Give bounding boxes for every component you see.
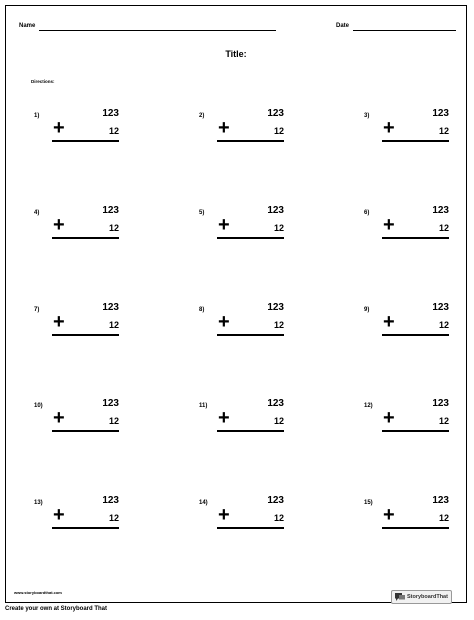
problem-number: 6) [364,210,370,216]
plus-sign: + [218,117,230,139]
problem-4 [34,205,119,245]
addend-bottom: 12 [438,223,449,233]
problem-6 [364,205,449,245]
addend-top: 123 [102,398,119,409]
problem-number: 4) [34,210,40,216]
problem-12 [364,398,449,438]
problem-number: 5) [199,210,205,216]
addend-top: 123 [102,302,119,313]
date-label: Date [336,23,350,29]
addend-bottom: 12 [108,416,119,426]
page-caption: Create your own at Storyboard That [5,606,108,612]
problem-15 [364,495,449,535]
problem-number: 2) [199,113,205,119]
addend-bottom: 12 [273,513,284,523]
problem-number: 9) [364,307,370,313]
problem-number: 1) [34,113,40,119]
addend-bottom: 12 [108,320,119,330]
addend-top: 123 [432,205,449,216]
answer-line [52,237,119,239]
problem-number: 7) [34,307,40,313]
addend-top: 123 [102,205,119,216]
answer-line [382,430,449,432]
name-line [39,30,276,31]
answer-line [217,140,284,142]
problem-13 [34,495,119,535]
problem-11 [199,398,284,438]
addend-top: 123 [267,398,284,409]
addend-bottom: 12 [438,320,449,330]
answer-line [382,140,449,142]
addend-top: 123 [267,205,284,216]
problem-number: 12) [364,403,373,409]
problem-number: 11) [199,403,208,409]
addend-bottom: 12 [108,223,119,233]
answer-line [382,237,449,239]
answer-line [52,140,119,142]
addend-top: 123 [432,495,449,506]
plus-sign: + [383,214,395,236]
date-line [353,30,456,31]
addend-bottom: 12 [438,126,449,136]
addend-top: 123 [432,302,449,313]
addend-bottom: 12 [273,126,284,136]
addend-bottom: 12 [108,126,119,136]
problem-5 [199,205,284,245]
answer-line [217,527,284,529]
name-label: Name [19,23,36,29]
addend-top: 123 [267,302,284,313]
problem-3 [364,108,449,148]
answer-line [382,527,449,529]
problem-2 [199,108,284,148]
addend-top: 123 [102,495,119,506]
addend-bottom: 12 [438,416,449,426]
plus-sign: + [218,311,230,333]
plus-sign: + [383,311,395,333]
storyboard-logo-icon [395,593,405,601]
answer-line [217,430,284,432]
answer-line [382,334,449,336]
plus-sign: + [53,117,65,139]
addend-top: 123 [432,108,449,119]
plus-sign: + [383,407,395,429]
problem-number: 8) [199,307,205,313]
problem-number: 3) [364,113,370,119]
addend-bottom: 12 [438,513,449,523]
answer-line [217,334,284,336]
plus-sign: + [53,311,65,333]
addend-top: 123 [102,108,119,119]
problem-number: 10) [34,403,43,409]
addend-bottom: 12 [273,416,284,426]
plus-sign: + [383,117,395,139]
worksheet-page [5,5,467,603]
answer-line [52,527,119,529]
addend-top: 123 [267,495,284,506]
problem-number: 14) [199,500,208,506]
problem-7 [34,302,119,342]
addend-bottom: 12 [108,513,119,523]
addend-top: 123 [432,398,449,409]
problem-number: 15) [364,500,373,506]
addend-bottom: 12 [273,223,284,233]
plus-sign: + [53,407,65,429]
plus-sign: + [218,214,230,236]
problem-9 [364,302,449,342]
problem-number: 13) [34,500,43,506]
directions-label: Directions: [31,79,55,84]
answer-line [217,237,284,239]
worksheet-title: Title: [225,49,247,59]
answer-line [52,334,119,336]
addend-bottom: 12 [273,320,284,330]
plus-sign: + [383,504,395,526]
logo-text: StoryboardThat [407,594,448,600]
problem-14 [199,495,284,535]
problem-10 [34,398,119,438]
plus-sign: + [218,407,230,429]
storyboardthat-logo [391,590,452,604]
problem-1 [34,108,119,148]
plus-sign: + [53,504,65,526]
answer-line [52,430,119,432]
plus-sign: + [218,504,230,526]
plus-sign: + [53,214,65,236]
addend-top: 123 [267,108,284,119]
footer-url: www.storyboardthat.com [14,590,62,595]
problem-8 [199,302,284,342]
